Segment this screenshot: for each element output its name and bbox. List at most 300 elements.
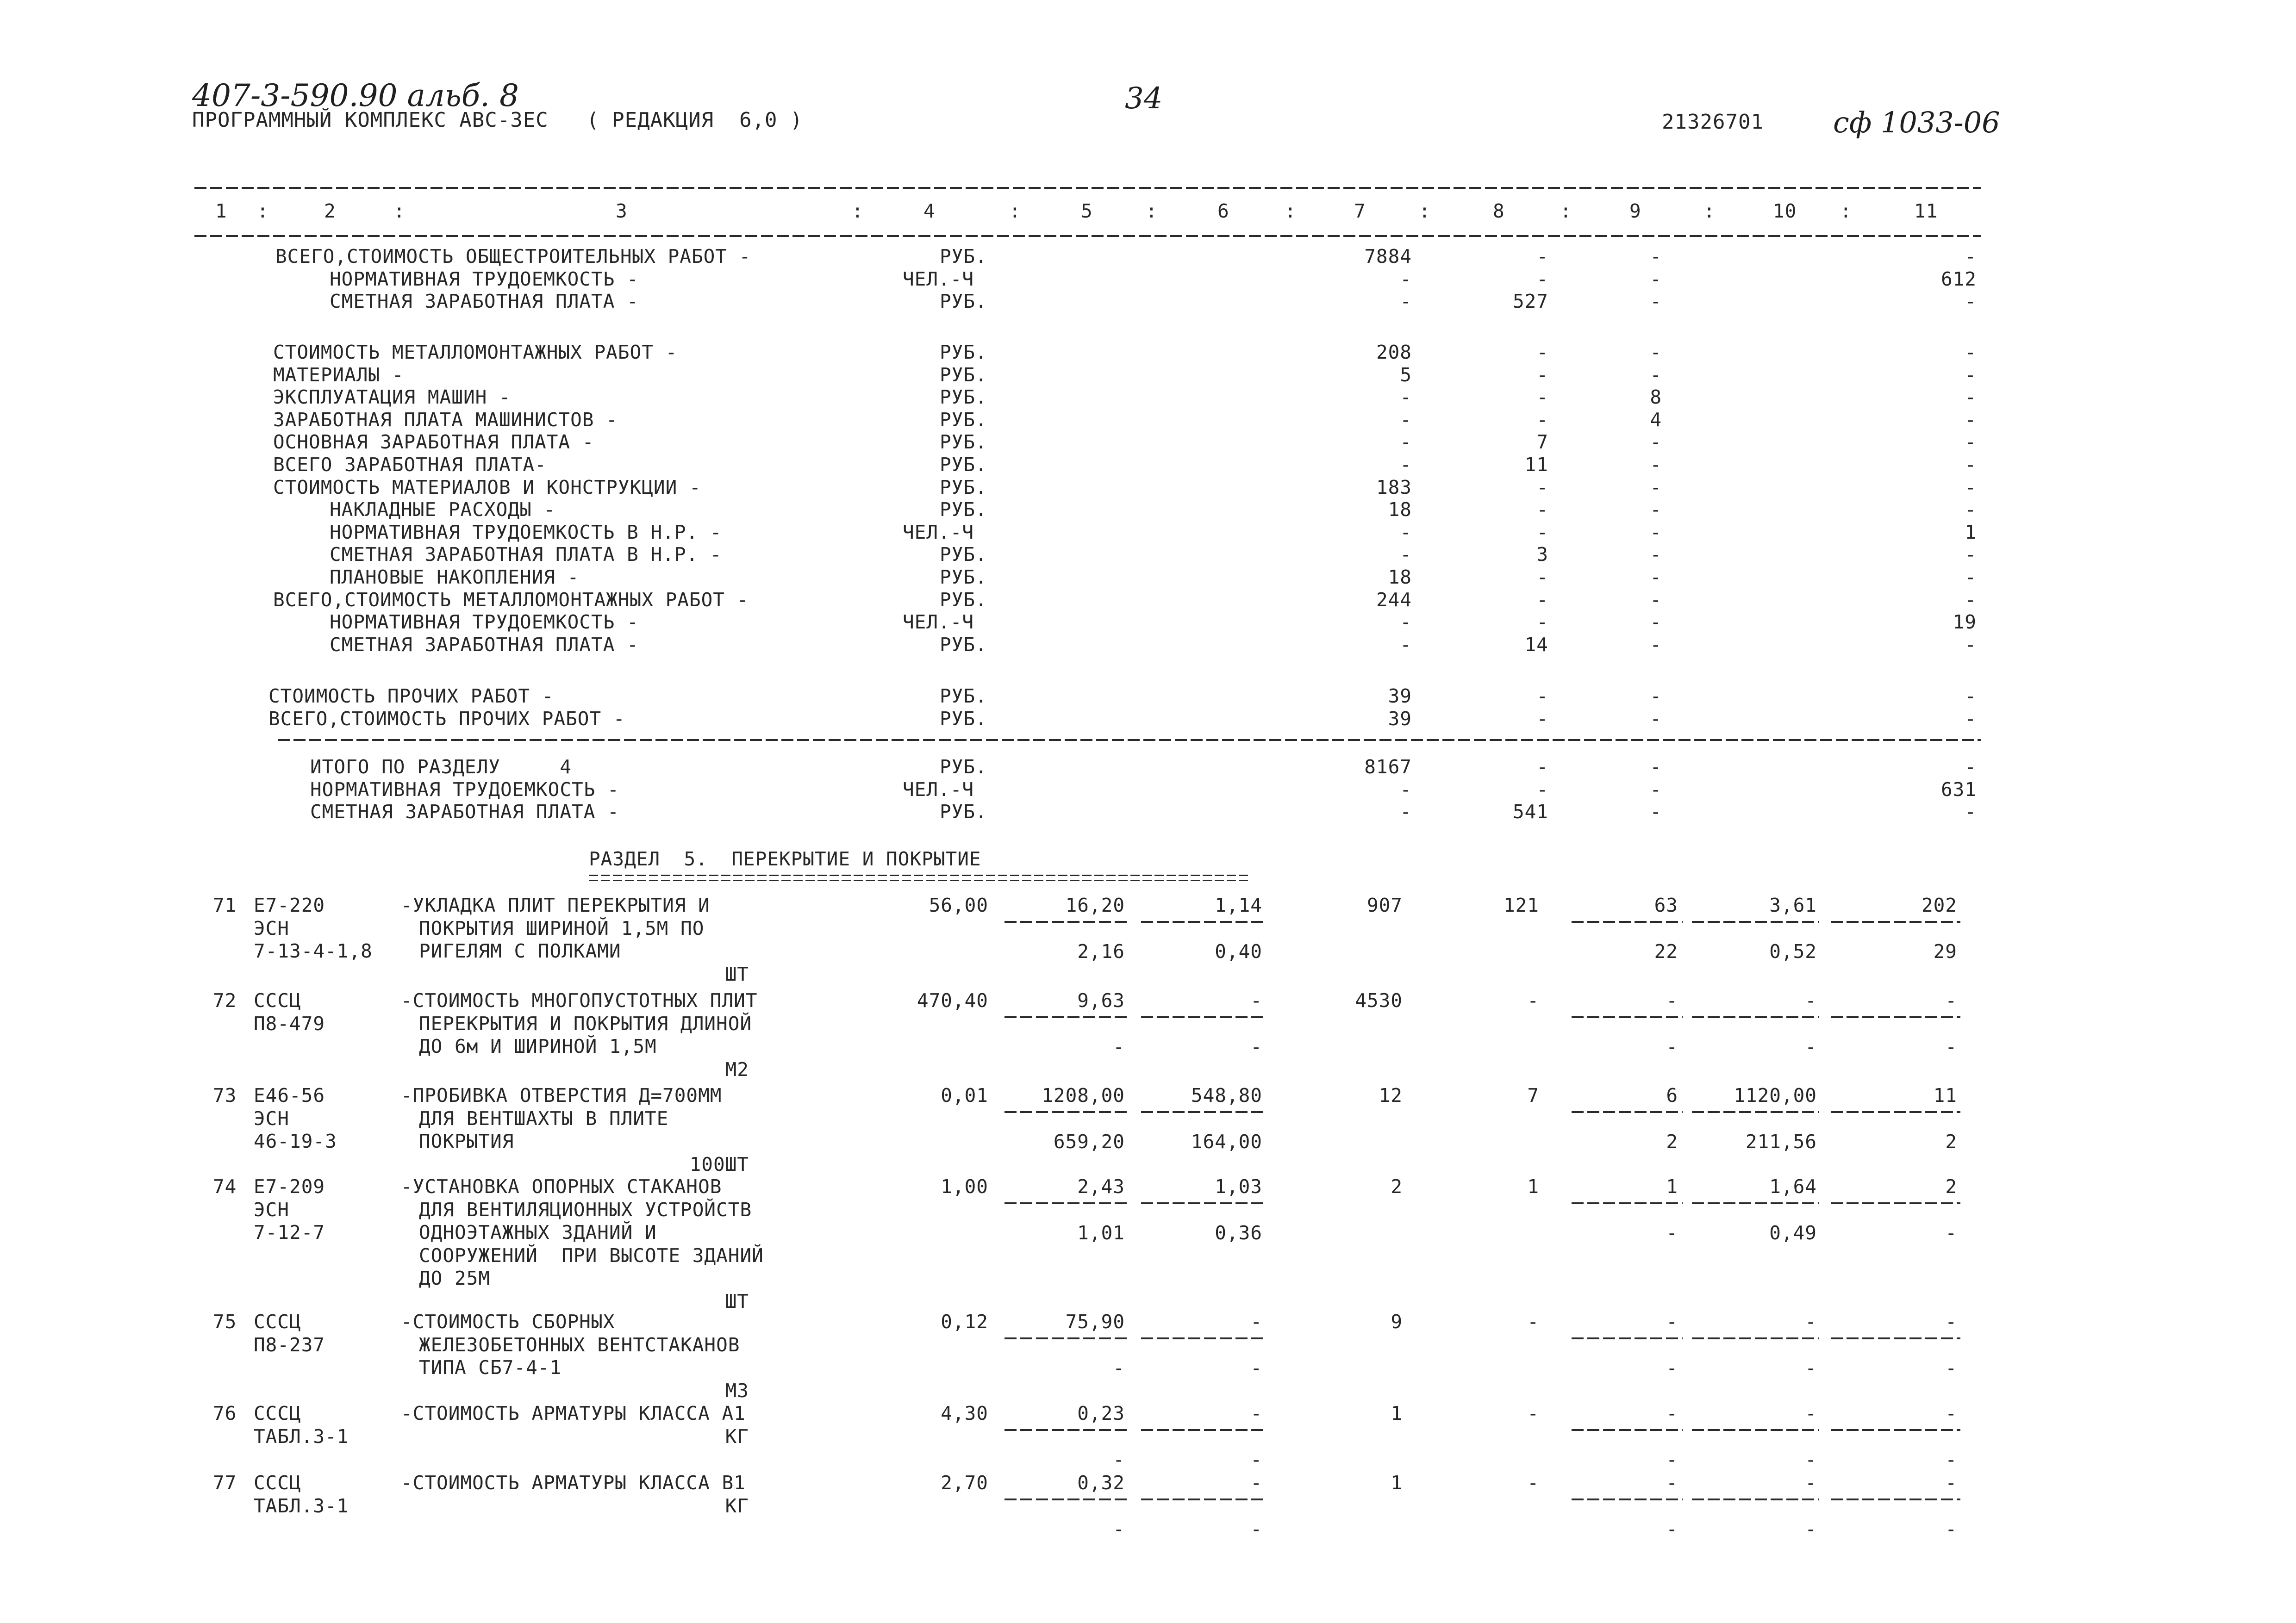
summary-col11: - (1965, 408, 1977, 431)
summary-col11: - (1965, 454, 1977, 476)
program-title: ПРОГРАММНЫЙ КОМПЛЕКС АВС-3ЕС ( РЕДАКЦИЯ 6,0 ) (192, 108, 803, 132)
item-col5: 0,32 (1077, 1472, 1125, 1494)
summary-col8: - (1536, 611, 1548, 634)
summary-col9: - (1650, 778, 1662, 801)
item-code: 7-12-7 (254, 1221, 325, 1244)
summary-col7: - (1400, 633, 1412, 656)
item-col5: 16,20 (1065, 894, 1125, 916)
summary-col9: - (1650, 543, 1662, 566)
item-unit: М2 (725, 1058, 749, 1081)
item-col10-labor: - (1805, 1518, 1817, 1540)
item-description: -ПРОБИВКА ОТВЕРСТИЯ Д=700ММ (401, 1084, 722, 1107)
summary-unit: РУБ. (940, 498, 987, 521)
summary-unit: РУБ. (940, 341, 987, 363)
item-col9-labor: - (1666, 1518, 1678, 1540)
item-col9: - (1666, 1311, 1678, 1333)
item-col9-labor: - (1666, 1357, 1678, 1379)
summary-col7: - (1400, 431, 1412, 454)
summary-label: ВСЕГО,СТОИМОСТЬ ОБЩЕСТРОИТЕЛЬНЫХ РАБОТ - (275, 245, 751, 267)
column-header-9: 9 (1629, 200, 1641, 222)
summary-col11: - (1965, 801, 1977, 823)
summary-col7: - (1400, 801, 1412, 823)
item-code: П8-479 (254, 1012, 325, 1035)
summary-unit: РУБ. (940, 245, 987, 267)
column-separator: : (393, 200, 406, 222)
summary-col9: - (1650, 707, 1662, 730)
item-number: 76 (213, 1402, 237, 1424)
summary-label: НОРМАТИВНАЯ ТРУДОЕМКОСТЬ - (330, 611, 639, 634)
item-col11-labor: 2 (1945, 1131, 1957, 1153)
item-col9: - (1666, 989, 1678, 1012)
item-col6-labor: 0,40 (1215, 940, 1262, 963)
subtotal-rule (1572, 921, 1683, 923)
column-separator: : (1285, 200, 1297, 222)
item-col10: 1120,00 (1734, 1084, 1817, 1107)
summary-label: НАКЛАДНЫЕ РАСХОДЫ - (330, 498, 555, 521)
column-separator: : (1560, 200, 1572, 222)
item-code: Е7-209 (254, 1175, 325, 1198)
summary-col7: 18 (1388, 566, 1412, 588)
summary-col11: - (1965, 756, 1977, 778)
item-col10: - (1805, 1472, 1817, 1494)
item-col6-labor: 0,36 (1215, 1222, 1262, 1244)
summary-col9: - (1650, 633, 1662, 656)
item-col10-labor: 0,52 (1769, 940, 1817, 963)
item-description: -СТОИМОСТЬ МНОГОПУСТОТНЫХ ПЛИТ (401, 989, 758, 1012)
summary-col7: 39 (1388, 707, 1412, 730)
summary-col9: - (1650, 588, 1662, 611)
item-number: 75 (213, 1311, 237, 1333)
item-col5-labor: 2,16 (1077, 940, 1125, 963)
summary-col8: - (1536, 756, 1548, 778)
item-col8: 121 (1503, 894, 1539, 916)
subtotal-rule (1831, 1337, 1960, 1339)
summary-col8: - (1536, 245, 1548, 267)
subtotal-rule (1141, 1202, 1266, 1204)
item-col6: - (1250, 989, 1262, 1012)
summary-label: ВСЕГО,СТОИМОСТЬ МЕТАЛЛОМОНТАЖНЫХ РАБОТ - (273, 588, 749, 611)
item-col5: 9,63 (1077, 989, 1125, 1012)
item-col11: - (1945, 1402, 1957, 1424)
column-header-8: 8 (1493, 200, 1505, 222)
item-col9: 6 (1666, 1084, 1678, 1107)
summary-unit: РУБ. (940, 588, 987, 611)
item-col5-labor: - (1113, 1036, 1125, 1058)
summary-unit: РУБ. (940, 707, 987, 730)
item-code: ЭСН (254, 1107, 290, 1130)
summary-col7: - (1400, 267, 1412, 290)
summary-col9: - (1650, 267, 1662, 290)
subtotal-rule (1692, 921, 1819, 923)
summary-unit: РУБ. (940, 408, 987, 431)
column-header-7: 7 (1354, 200, 1366, 222)
item-col8: - (1527, 1472, 1539, 1494)
item-col11: - (1945, 989, 1957, 1012)
summary-col7: 183 (1376, 476, 1412, 498)
summary-unit: РУБ. (940, 476, 987, 498)
subtotal-rule (1572, 1202, 1683, 1204)
album-reference: 407-3-590.90 альб. 8 (192, 78, 519, 113)
summary-col7: 39 (1388, 685, 1412, 707)
item-col9: 63 (1654, 894, 1678, 916)
summary-unit: РУБ. (940, 543, 987, 566)
item-unit: ШТ (725, 963, 749, 985)
summary-col8: - (1536, 498, 1548, 521)
item-code: Е7-220 (254, 894, 325, 916)
column-separator: : (1009, 200, 1021, 222)
subtotal-rule (1141, 1016, 1266, 1018)
column-header-2: 2 (324, 200, 336, 222)
summary-label: МАТЕРИАЛЫ - (273, 363, 404, 386)
summary-col11: - (1965, 245, 1977, 267)
summary-unit: РУБ. (940, 386, 987, 409)
item-col9: - (1666, 1472, 1678, 1494)
summary-col11: 1 (1965, 521, 1977, 543)
item-unit: КГ (725, 1494, 749, 1517)
item-code: СССЦ (254, 1311, 301, 1333)
summary-col11: 631 (1940, 778, 1977, 801)
summary-unit: РУБ. (940, 290, 987, 313)
item-col5-labor: 659,20 (1053, 1131, 1125, 1153)
summary-col7: 208 (1376, 341, 1412, 363)
summary-unit: ЧЕЛ.-Ч (903, 778, 974, 801)
item-description: ДЛЯ ВЕНТИЛЯЦИОННЫХ УСТРОЙСТВ (419, 1198, 752, 1221)
summary-col11: - (1965, 386, 1977, 409)
section-total-rule (278, 739, 1981, 741)
subtotal-rule (1572, 1499, 1683, 1500)
item-code: 7-13-4-1,8 (254, 940, 373, 962)
summary-col7: - (1400, 408, 1412, 431)
column-header-6: 6 (1217, 200, 1229, 222)
subtotal-rule (1692, 1499, 1819, 1500)
summary-col9: - (1650, 245, 1662, 267)
item-col7: 1 (1391, 1402, 1403, 1424)
column-separator: : (1703, 200, 1716, 222)
summary-col8: - (1536, 566, 1548, 588)
summary-unit: ЧЕЛ.-Ч (903, 521, 974, 543)
summary-unit: ЧЕЛ.-Ч (903, 267, 974, 290)
item-col10: 1,64 (1769, 1175, 1817, 1198)
summary-unit: РУБ. (940, 685, 987, 707)
item-quantity: 1,00 (941, 1175, 988, 1198)
summary-col9: - (1650, 756, 1662, 778)
column-header-3: 3 (616, 200, 628, 222)
item-col11: - (1945, 1311, 1957, 1333)
item-col9-labor: 22 (1654, 940, 1678, 963)
item-col10-labor: - (1805, 1036, 1817, 1058)
summary-label: СМЕТНАЯ ЗАРАБОТНАЯ ПЛАТА - (310, 801, 619, 823)
item-col5: 0,23 (1077, 1402, 1125, 1424)
summary-label: НОРМАТИВНАЯ ТРУДОЕМКОСТЬ - (330, 267, 639, 290)
summary-col8: - (1536, 778, 1548, 801)
column-header-10: 10 (1773, 200, 1797, 222)
item-col11-labor: 29 (1933, 940, 1957, 963)
item-unit: ШТ (725, 1290, 749, 1312)
item-col6: - (1250, 1472, 1262, 1494)
item-col7: 12 (1379, 1084, 1403, 1107)
subtotal-rule (1572, 1429, 1683, 1431)
item-unit: М3 (725, 1379, 749, 1402)
item-code: ЭСН (254, 917, 290, 939)
summary-col7: 18 (1388, 498, 1412, 521)
summary-col9: - (1650, 611, 1662, 634)
item-col10: - (1805, 989, 1817, 1012)
summary-col9: - (1650, 801, 1662, 823)
summary-col11: - (1965, 685, 1977, 707)
item-col11: - (1945, 1472, 1957, 1494)
item-col5-labor: - (1113, 1357, 1125, 1379)
summary-unit: ЧЕЛ.-Ч (903, 611, 974, 634)
column-header-11: 11 (1914, 200, 1938, 222)
summary-label: ПЛАНОВЫЕ НАКОПЛЕНИЯ - (330, 566, 580, 588)
item-col7: 9 (1391, 1311, 1403, 1333)
summary-col7: 8167 (1364, 756, 1412, 778)
summary-label: ВСЕГО ЗАРАБОТНАЯ ПЛАТА- (273, 454, 547, 476)
item-code: ТАБЛ.3-1 (254, 1425, 349, 1448)
item-col5-labor: - (1113, 1518, 1125, 1540)
summary-label: ЭКСПЛУАТАЦИЯ МАШИН - (273, 386, 511, 409)
summary-label: СМЕТНАЯ ЗАРАБОТНАЯ ПЛАТА - (330, 633, 639, 656)
item-description: -УКЛАДКА ПЛИТ ПЕРЕКРЫТИЯ И (401, 894, 710, 916)
item-col10-labor: - (1805, 1449, 1817, 1471)
item-quantity: 0,01 (941, 1084, 988, 1107)
summary-col11: - (1965, 633, 1977, 656)
item-col8: 1 (1527, 1175, 1539, 1198)
item-col6-labor: - (1250, 1357, 1262, 1379)
item-col11-labor: - (1945, 1357, 1957, 1379)
summary-col7: - (1400, 521, 1412, 543)
section-5-title: РАЗДЕЛ 5. ПЕРЕКРЫТИЕ И ПОКРЫТИЕ (589, 848, 981, 870)
item-col10-labor: - (1805, 1357, 1817, 1379)
summary-col8: - (1536, 341, 1548, 363)
summary-label: СТОИМОСТЬ МАТЕРИАЛОВ И КОНСТРУКЦИИ - (273, 476, 701, 498)
item-quantity: 56,00 (929, 894, 988, 916)
summary-col11: - (1965, 707, 1977, 730)
subtotal-rule (1004, 1016, 1129, 1018)
subtotal-rule (1692, 1111, 1819, 1113)
subtotal-rule (1141, 921, 1266, 923)
summary-col11: - (1965, 363, 1977, 386)
summary-label: НОРМАТИВНАЯ ТРУДОЕМКОСТЬ - (310, 778, 619, 801)
item-col10: 3,61 (1769, 894, 1817, 916)
subtotal-rule (1692, 1337, 1819, 1339)
item-col11-labor: - (1945, 1449, 1957, 1471)
summary-col11: 19 (1953, 611, 1977, 634)
subtotal-rule (1831, 1111, 1960, 1113)
summary-col11: - (1965, 431, 1977, 454)
item-col9-labor: - (1666, 1222, 1678, 1244)
subtotal-rule (1572, 1337, 1683, 1339)
item-col5-labor: - (1113, 1449, 1125, 1471)
summary-label: ЗАРАБОТНАЯ ПЛАТА МАШИНИСТОВ - (273, 408, 618, 431)
summary-col9: - (1650, 685, 1662, 707)
item-description: ЖЕЛЕЗОБЕТОННЫХ ВЕНТСТАКАНОВ (419, 1333, 740, 1356)
item-code: П8-237 (254, 1333, 325, 1356)
summary-col7: 244 (1376, 588, 1412, 611)
header-rule-top (194, 187, 1981, 189)
summary-col9: - (1650, 476, 1662, 498)
item-col5: 75,90 (1065, 1311, 1125, 1333)
summary-col9: 4 (1650, 408, 1662, 431)
summary-col11: - (1965, 543, 1977, 566)
item-col6-labor: 164,00 (1191, 1131, 1262, 1153)
summary-col7: - (1400, 543, 1412, 566)
item-code: СССЦ (254, 1472, 301, 1494)
item-description: ОДНОЭТАЖНЫХ ЗДАНИЙ И (419, 1221, 657, 1244)
subtotal-rule (1572, 1016, 1683, 1018)
item-code: СССЦ (254, 989, 301, 1012)
column-header-4: 4 (923, 200, 936, 222)
item-col6: - (1250, 1402, 1262, 1424)
subtotal-rule (1141, 1499, 1266, 1500)
subtotal-rule (1692, 1016, 1819, 1018)
summary-col11: - (1965, 341, 1977, 363)
summary-unit: РУБ. (940, 363, 987, 386)
summary-col9: - (1650, 566, 1662, 588)
summary-col8: - (1536, 707, 1548, 730)
summary-col7: - (1400, 778, 1412, 801)
item-description: -УСТАНОВКА ОПОРНЫХ СТАКАНОВ (401, 1175, 722, 1198)
summary-col7: 5 (1400, 363, 1412, 386)
item-number: 77 (213, 1472, 237, 1494)
item-description: РИГЕЛЯМ С ПОЛКАМИ (419, 940, 621, 962)
item-code: 46-19-3 (254, 1130, 337, 1152)
summary-label: ВСЕГО,СТОИМОСТЬ ПРОЧИХ РАБОТ - (268, 707, 625, 730)
subtotal-rule (1004, 1202, 1129, 1204)
subtotal-rule (1831, 1429, 1960, 1431)
subtotal-rule (1004, 921, 1129, 923)
item-number: 73 (213, 1084, 237, 1107)
item-col9-labor: - (1666, 1036, 1678, 1058)
item-col10-labor: 0,49 (1769, 1222, 1817, 1244)
summary-col9: - (1650, 363, 1662, 386)
item-col8: 7 (1527, 1084, 1539, 1107)
item-col11-labor: - (1945, 1222, 1957, 1244)
item-col11-labor: - (1945, 1036, 1957, 1058)
column-separator: : (257, 200, 269, 222)
summary-col7: - (1400, 454, 1412, 476)
item-quantity: 470,40 (917, 989, 988, 1012)
summary-label: СМЕТНАЯ ЗАРАБОТНАЯ ПЛАТА - (330, 290, 639, 313)
summary-col9: - (1650, 498, 1662, 521)
summary-col8: - (1536, 363, 1548, 386)
item-col9: - (1666, 1402, 1678, 1424)
item-col7: 907 (1366, 894, 1403, 916)
summary-unit: РУБ. (940, 431, 987, 454)
item-unit: КГ (725, 1425, 749, 1448)
column-separator: : (1419, 200, 1431, 222)
summary-col7: - (1400, 386, 1412, 409)
subtotal-rule (1004, 1429, 1129, 1431)
item-description: СООРУЖЕНИЙ ПРИ ВЫСОТЕ ЗДАНИЙ (419, 1244, 764, 1267)
summary-col8: 11 (1524, 454, 1548, 476)
subtotal-rule (1141, 1337, 1266, 1339)
summary-label: ОСНОВНАЯ ЗАРАБОТНАЯ ПЛАТА - (273, 431, 594, 454)
summary-unit: РУБ. (940, 801, 987, 823)
item-description: ДЛЯ ВЕНТШАХТЫ В ПЛИТЕ (419, 1107, 669, 1130)
summary-col9: - (1650, 290, 1662, 313)
item-quantity: 4,30 (941, 1402, 988, 1424)
item-col8: - (1527, 1402, 1539, 1424)
subtotal-rule (1831, 921, 1960, 923)
summary-col11: - (1965, 588, 1977, 611)
summary-col8: - (1536, 408, 1548, 431)
summary-unit: РУБ. (940, 633, 987, 656)
subtotal-rule (1692, 1429, 1819, 1431)
summary-col11: - (1965, 498, 1977, 521)
summary-col7: - (1400, 290, 1412, 313)
summary-col8: 541 (1512, 801, 1548, 823)
item-description: ДО 6м И ШИРИНОЙ 1,5М (419, 1035, 657, 1057)
summary-col11: - (1965, 476, 1977, 498)
item-description: ПЕРЕКРЫТИЯ И ПОКРЫТИЯ ДЛИНОЙ (419, 1012, 752, 1035)
item-unit: 100ШТ (689, 1153, 749, 1175)
stamp-code: сф 1033-06 (1833, 106, 2000, 139)
item-description: -СТОИМОСТЬ АРМАТУРЫ КЛАССА А1 (401, 1402, 746, 1424)
section-5-underline (589, 875, 1248, 881)
item-description: ПОКРЫТИЯ ШИРИНОЙ 1,5М ПО (419, 917, 705, 939)
summary-col8: - (1536, 386, 1548, 409)
item-col11-labor: - (1945, 1518, 1957, 1540)
item-description: ТИПА СБ7-4-1 (419, 1356, 562, 1379)
item-col7: 4530 (1355, 989, 1403, 1012)
item-col9-labor: - (1666, 1449, 1678, 1471)
column-separator: : (1146, 200, 1158, 222)
item-description: -СТОИМОСТЬ СБОРНЫХ (401, 1311, 615, 1333)
item-quantity: 2,70 (941, 1472, 988, 1494)
item-number: 71 (213, 894, 237, 916)
column-separator: : (1840, 200, 1852, 222)
summary-col8: - (1536, 588, 1548, 611)
item-code: Е46-56 (254, 1084, 325, 1107)
item-col6: 1,03 (1215, 1175, 1262, 1198)
item-number: 72 (213, 989, 237, 1012)
subtotal-rule (1004, 1337, 1129, 1339)
summary-col8: 527 (1512, 290, 1548, 313)
summary-col7: - (1400, 611, 1412, 634)
summary-col11: - (1965, 290, 1977, 313)
summary-label: СТОИМОСТЬ ПРОЧИХ РАБОТ - (268, 685, 554, 707)
summary-col8: 3 (1536, 543, 1548, 566)
summary-label: НОРМАТИВНАЯ ТРУДОЕМКОСТЬ В Н.Р. - (330, 521, 722, 543)
subtotal-rule (1004, 1499, 1129, 1500)
item-col6-labor: - (1250, 1449, 1262, 1471)
summary-col9: 8 (1650, 386, 1662, 409)
subtotal-rule (1831, 1016, 1960, 1018)
item-col11: 2 (1945, 1175, 1957, 1198)
summary-col8: - (1536, 685, 1548, 707)
subtotal-rule (1831, 1202, 1960, 1204)
item-col5: 1208,00 (1042, 1084, 1125, 1107)
item-col8: - (1527, 989, 1539, 1012)
subtotal-rule (1692, 1202, 1819, 1204)
summary-col8: 7 (1536, 431, 1548, 454)
item-col6-labor: - (1250, 1518, 1262, 1540)
item-col6: 1,14 (1215, 894, 1262, 916)
summary-col8: - (1536, 476, 1548, 498)
header-rule-bottom (194, 235, 1981, 237)
subtotal-rule (1141, 1111, 1266, 1113)
item-description: -СТОИМОСТЬ АРМАТУРЫ КЛАССА В1 (401, 1472, 746, 1494)
summary-col7: 7884 (1364, 245, 1412, 267)
item-col10: - (1805, 1402, 1817, 1424)
item-col7: 1 (1391, 1472, 1403, 1494)
item-col11: 11 (1933, 1084, 1957, 1107)
item-col8: - (1527, 1311, 1539, 1333)
item-col9-labor: 2 (1666, 1131, 1678, 1153)
summary-unit: РУБ. (940, 454, 987, 476)
column-header-1: 1 (215, 200, 227, 222)
